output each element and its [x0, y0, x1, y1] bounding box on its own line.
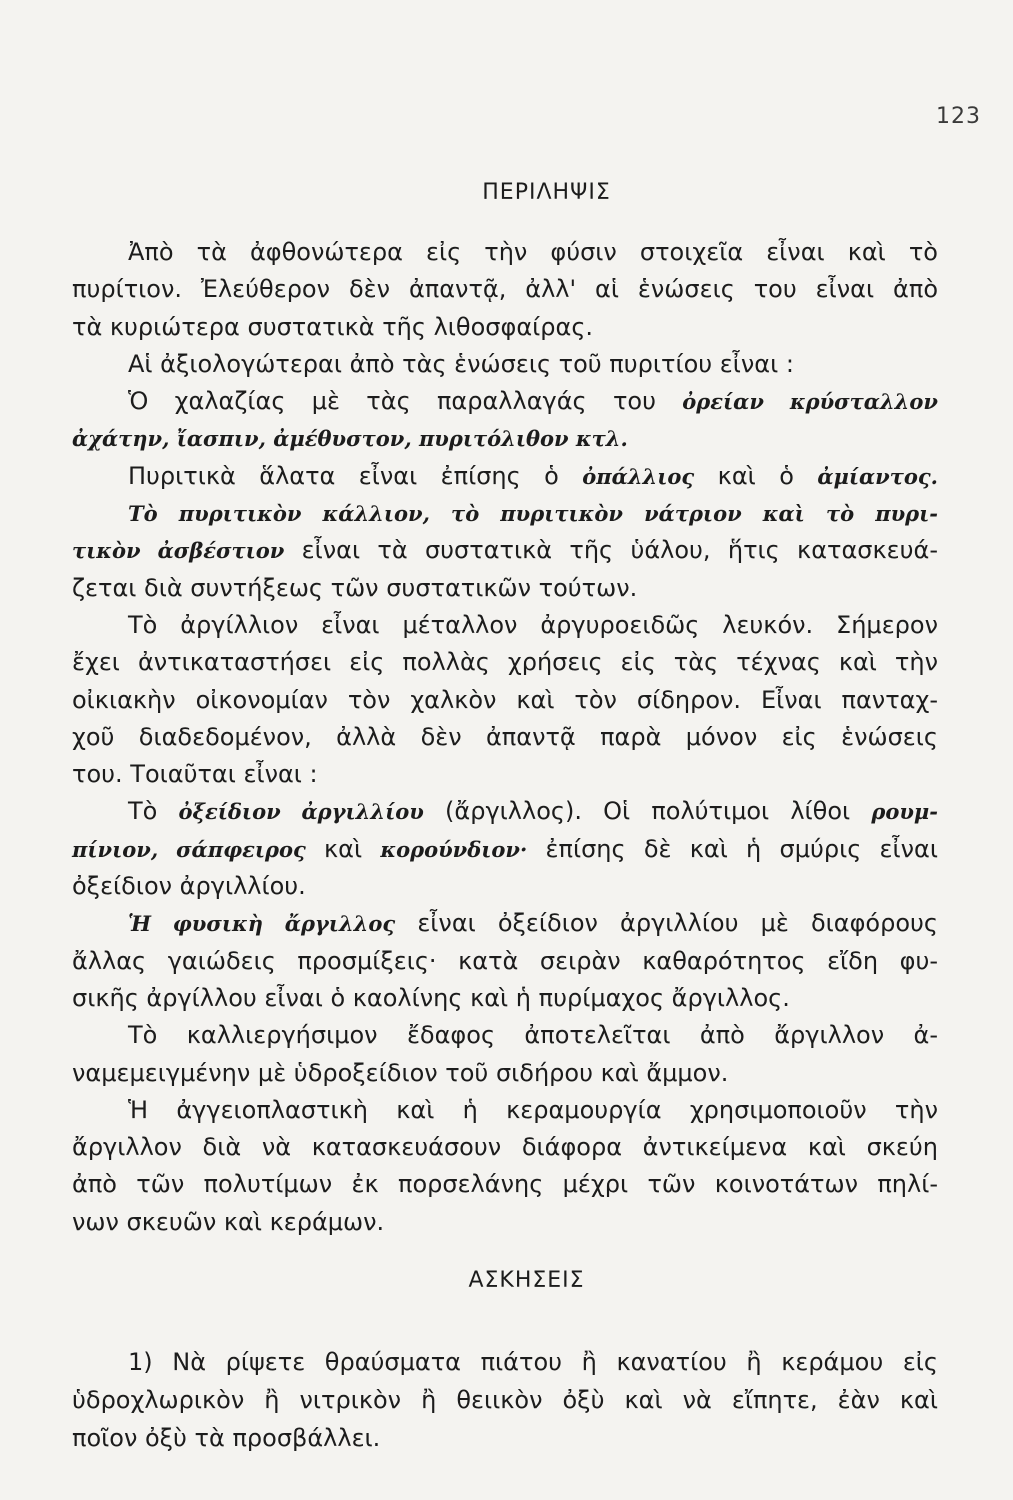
exercises-heading: ΑΣΚΗΣΕΙΣ [468, 1268, 585, 1293]
text-line: του. Τοιαῦται εἶναι : [72, 760, 318, 789]
text-line: σικῆς ἀργίλλου εἶναι ὁ καολίνης καὶ ἡ πυρίμαχος ἄργιλλος. [72, 983, 790, 1012]
text-line: οἰκιακὴν οἰκονομίαν τὸν χαλκὸν καὶ τὸν σίδηρον. Εἶναι πανταχ- [72, 685, 938, 714]
emphasis-text: ἀμίαντος. [817, 463, 938, 489]
text-line: ἀπὸ τῶν πολυτίμων ἐκ πορσελάνης μέχρι τῶν κοινοτάτων πηλί- [72, 1170, 938, 1199]
emphasis-text: τικὸν ἀσβέστιον [72, 538, 285, 564]
emphasis-text: ἀχάτην, ἴασπιν, ἀμέθυστον, πυριτόλιθον κτλ. [72, 426, 628, 452]
text-line [72, 793, 938, 830]
emphasis-text: κορούνδιον· [380, 836, 528, 862]
text-run: καὶ ὁ [717, 461, 794, 490]
text-run: εἶναι τὰ συστατικὰ τῆς ὑάλου, ἥτις κατασκευά- [301, 536, 938, 565]
text-run: καὶ [324, 834, 363, 863]
emphasis-text: πίνιον, σάπφειρος [72, 836, 306, 862]
text-line [72, 495, 938, 532]
text-run: ἐπίσης δὲ καὶ ἡ σμύρις εἶναι [545, 834, 938, 863]
text-line: ἔχει ἀντικαταστήσει εἰς πολλὰς χρήσεις εἰς τὰς τέχνας καὶ τὴν [72, 648, 938, 677]
text-run: (ἄργιλλος). Οἱ πολύτιμοι λίθοι [445, 797, 851, 826]
text-run: Τὸ [128, 797, 158, 826]
text-line [72, 905, 938, 942]
emphasis-text: ὀρείαν κρύσταλλον [682, 389, 938, 415]
text-line: τὰ κυριώτερα συστατικὰ τῆς λιθοσφαίρας. [72, 312, 594, 341]
page-number: 123 [936, 104, 981, 129]
emphasis-text: ρουμ- [871, 799, 938, 825]
emphasis-text: ὀπάλλιος [582, 463, 695, 489]
text-line: ὀξείδιον ἀργιλλίου. [72, 872, 306, 901]
text-line [72, 383, 938, 420]
text-line: ναμεμειγμένην μὲ ὑδροξείδιον τοῦ σιδήρου καὶ ἄμμον. [72, 1058, 729, 1087]
text-line: ποῖον ὀξὺ τὰ προσβάλλει. [72, 1424, 381, 1452]
text-line: ἄλλας γαιώδεις προσμίξεις· κατὰ σειρὰν καθαρότητος εἴδη φυ- [72, 946, 938, 975]
text-line: ὑδροχλωρικὸν ἢ νιτρικὸν ἢ θειικὸν ὀξὺ καὶ νὰ εἴπητε, ἐὰν καὶ [72, 1386, 938, 1414]
text-line: ἄργιλλον διὰ νὰ κατασκευάσουν διάφορα ἀντικείμενα καὶ σκεύη [72, 1133, 938, 1162]
text-line [72, 831, 938, 868]
emphasis-text: Τὸ πυριτικὸν κάλλιον, τὸ πυριτικὸν νάτριον καὶ τὸ πυρι- [128, 501, 938, 527]
text-line: ζεται διὰ συντήξεως τῶν συστατικῶν τούτων. [72, 573, 638, 602]
summary-text [72, 234, 938, 1241]
text-line: Αἱ ἀξιολογώτεραι ἀπὸ τὰς ἑνώσεις τοῦ πυριτίου εἶναι : [128, 349, 794, 378]
text-line: Ἡ ἀγγειοπλαστικὴ καὶ ἡ κεραμουργία χρησιμοποιοῦν τὴν [128, 1095, 938, 1124]
exercises-text [72, 1343, 938, 1457]
text-line [72, 532, 938, 569]
text-line: Ἀπὸ τὰ ἀφθονώτερα εἰς τὴν φύσιν στοιχεῖα εἶναι καὶ τὸ [128, 238, 938, 266]
text-run: Πυριτικὰ ἅλατα εἶναι ἐπίσης ὁ [128, 461, 559, 490]
text-line [72, 458, 938, 495]
text-line: Τὸ ἀργίλλιον εἶναι μέταλλον ἀργυροειδῶς λευκόν. Σήμερον [128, 610, 938, 639]
emphasis-text: Ἡ φυσικὴ ἄργιλλος [128, 911, 396, 937]
text-line: 1) Νὰ ρίψετε θραύσματα πιάτου ἢ κανατίου ἢ κεράμου εἰς [128, 1348, 938, 1376]
text-run: εἶναι ὀξείδιον ἀργιλλίου μὲ διαφόρους [417, 909, 939, 938]
text-run: Ὁ χαλαζίας μὲ τὰς παραλλαγάς του [128, 387, 656, 416]
text-line: πυρίτιον. Ἐλεύθερον δὲν ἀπαντᾷ, ἀλλ' αἱ ἑνώσεις του εἶναι ἀπὸ [72, 275, 938, 304]
text-line [72, 420, 938, 457]
summary-heading: ΠΕΡΙΛΗΨΙΣ [482, 180, 611, 205]
text-line: Τὸ καλλιεργήσιμον ἔδαφος ἀποτελεῖται ἀπὸ ἄργιλλον ἀ- [128, 1021, 938, 1050]
text-line: χοῦ διαδεδομένον, ἀλλὰ δὲν ἀπαντᾷ παρὰ μόνον εἰς ἑνώσεις [72, 722, 938, 751]
emphasis-text: ὀξείδιον ἀργιλλίου [178, 799, 424, 825]
text-line: νων σκευῶν καὶ κεράμων. [72, 1207, 385, 1236]
